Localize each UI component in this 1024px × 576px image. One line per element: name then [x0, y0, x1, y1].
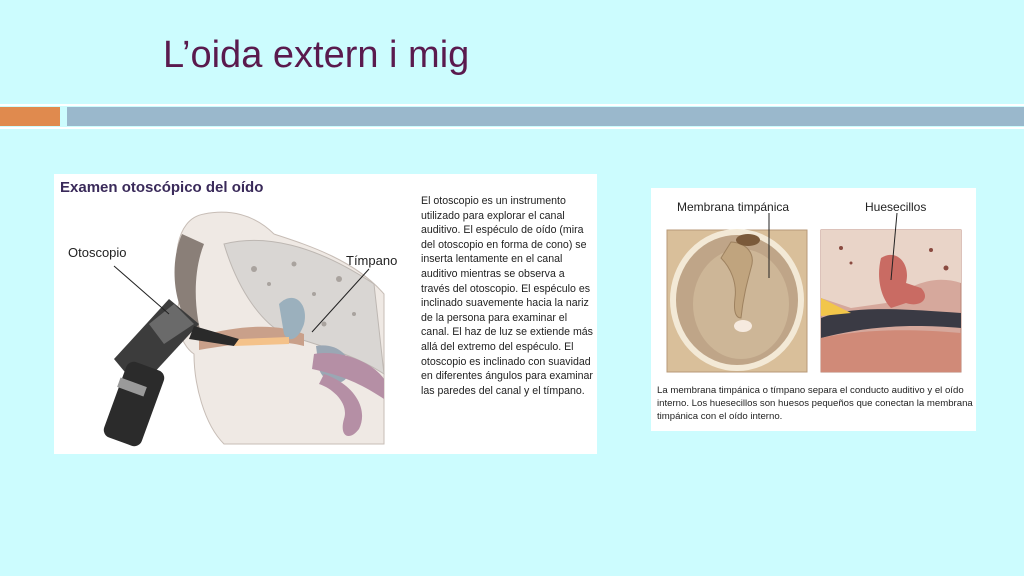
accent-bar — [0, 107, 60, 126]
eardrum-ossicles-figure — [651, 188, 976, 431]
title-underline-bar — [67, 107, 1024, 126]
otoscope-description: El otoscopio es un instrumento utilizado para explorar el canal auditivo. El espéculo de oído (mira del otoscopio en forma de cono) se inserta lentamente en el canal auditivo mientras se observa a través del otoscopio. El espéculo es inclinado suavemente hacia la nariz de la persona para examinar el canal. El haz de luz se extiende más allá del extremo del espéculo. El otoscopio es inclinado con suavidad en diferentes ángulos para examinar las paredes del canal y el tímpano. — [421, 195, 593, 397]
label-tympanic-membrane: Membrana timpánica — [677, 200, 790, 214]
divider-line-top — [0, 104, 1024, 106]
ear-otoscope-illustration — [54, 174, 419, 454]
divider-line-bottom — [0, 127, 1024, 129]
label-otoscope: Otoscopio — [68, 245, 127, 260]
slide-title: L’oida extern i mig — [163, 34, 470, 76]
otoscopic-exam-figure — [54, 174, 597, 454]
label-eardrum: Tímpano — [346, 253, 398, 268]
label-ossicles: Huesecillos — [865, 200, 927, 214]
figure-heading: Examen otoscópico del oído — [60, 179, 264, 196]
figure-caption: La membrana timpánica o tímpano separa el conducto auditivo y el oído interno. Los huesecillos son huesos pequeños que conectan la membrana timpánica con el oído interno. — [657, 385, 973, 422]
